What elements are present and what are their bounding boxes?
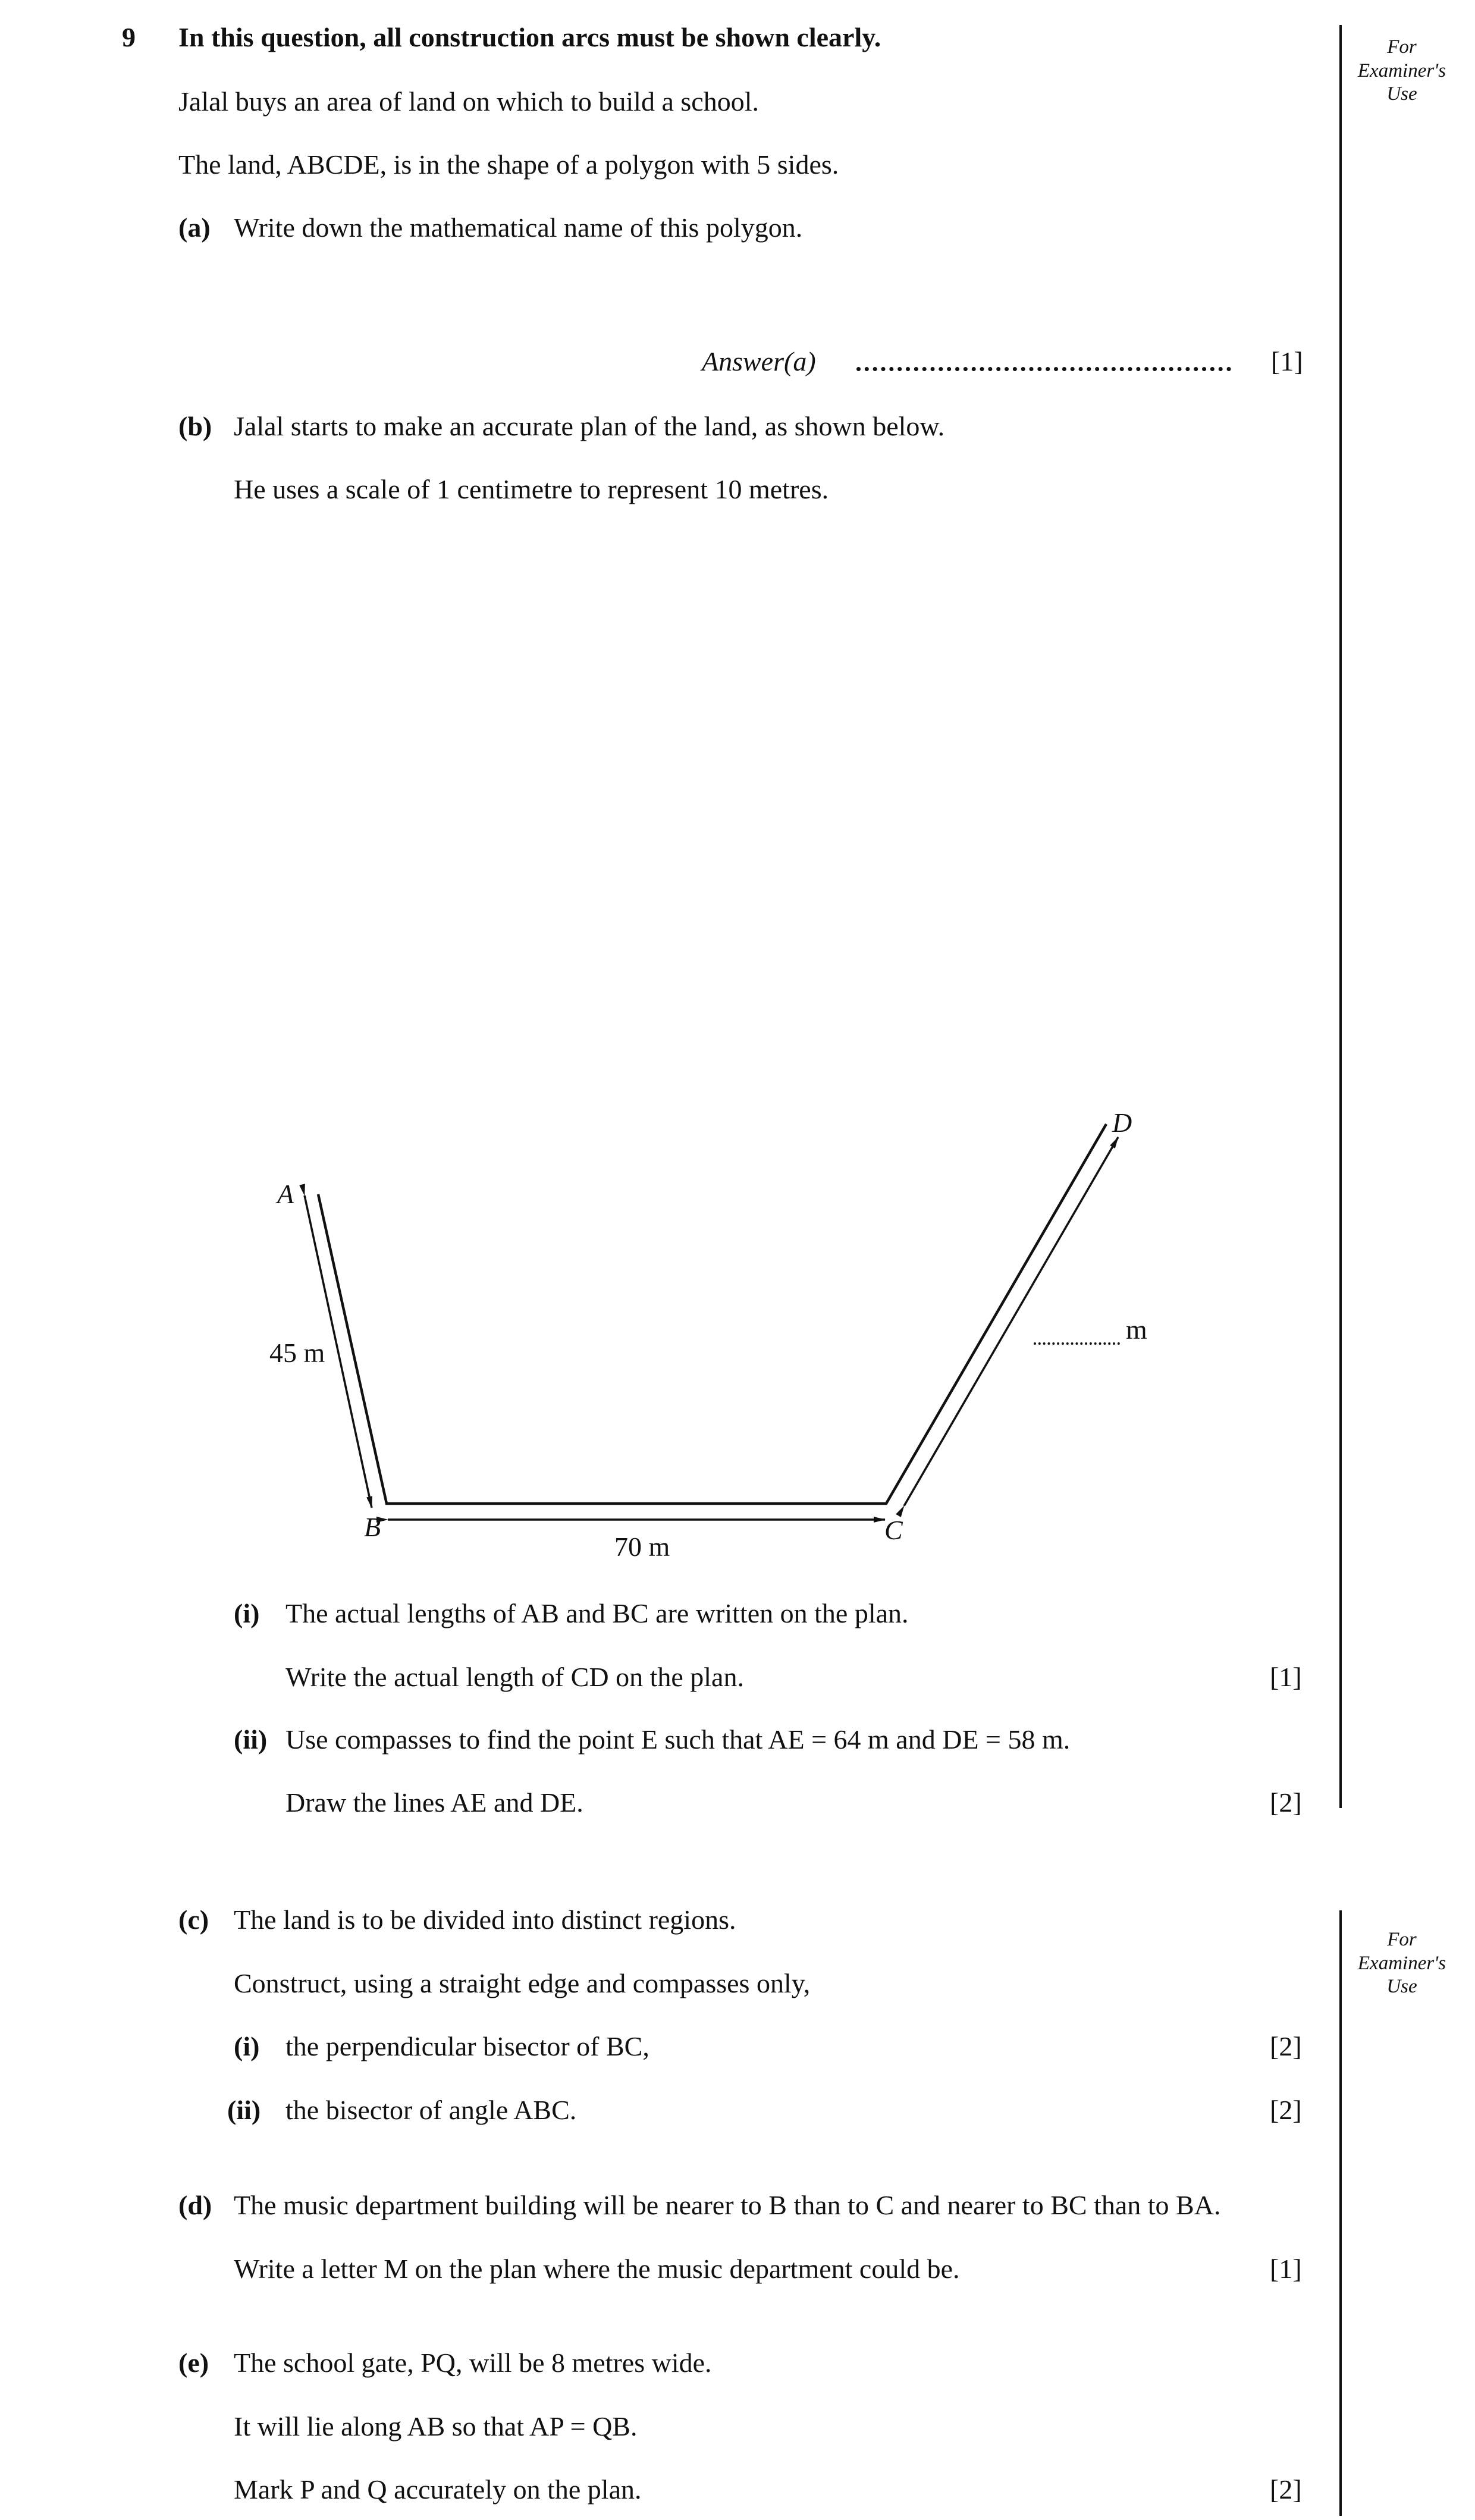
part-a-label: (a) [178,212,211,243]
part-c-text-2: Construct, using a straight edge and compasses only, [234,1968,811,1998]
part-b-ii-label: (ii) [234,1724,268,1755]
plan-bc-length: 70 m [614,1532,670,1562]
part-e-label: (e) [178,2348,209,2378]
cd-dimension-arrow [904,1137,1118,1506]
part-c-i-marks: [2] [1270,2031,1302,2061]
part-b-text-1: Jalal starts to make an accurate plan of the land, as shown below. [234,411,945,441]
plan-label-b: B [364,1512,381,1542]
examiners-use-line-2: Examiner's [1357,59,1446,81]
question-number: 9 [122,22,136,52]
plan-label-c: C [884,1515,903,1545]
part-e-text-1: The school gate, PQ, will be 8 metres wide. [234,2348,712,2378]
part-c-ii-marks: [2] [1270,2095,1302,2125]
question-instruction: In this question, all construction arcs must be shown clearly. [178,22,881,52]
part-e-marks: [2] [1270,2474,1302,2505]
examiners-use-line-3: Use [1386,83,1417,105]
part-c-ii-text: the bisector of angle ABC. [285,2095,577,2125]
part-d-marks: [1] [1270,2254,1302,2284]
part-b-ii-marks: [2] [1270,1787,1302,1818]
margin-rule-bottom [1339,1910,1342,2516]
part-c-i-text: the perpendicular bisector of BC, [285,2031,649,2061]
part-c-i-label: (i) [234,2031,260,2061]
examiners-use-line-1: For [1387,1929,1417,1950]
examiners-use-line-2: Examiner's [1357,1952,1446,1974]
part-c-ii-label: (ii) [227,2095,261,2125]
part-a-text: Write down the mathematical name of this polygon. [234,212,803,243]
examiners-use-line-3: Use [1386,1976,1417,1998]
plan-label-a: A [277,1179,294,1209]
part-e-text-2: It will lie along AB so that AP = QB. [234,2411,638,2441]
part-a-marks: [1] [1271,346,1303,376]
examiners-use-box-2 [1345,1928,1458,1999]
part-b-i-label: (i) [234,1598,260,1628]
plan-label-d: D [1112,1107,1132,1138]
plan-cd-unit: m [1126,1314,1147,1345]
part-e-text-3: Mark P and Q accurately on the plan. [234,2474,642,2505]
part-c-label: (c) [178,1904,209,1935]
examiners-use-line-1: For [1387,36,1417,58]
intro-text-1: Jalal buys an area of land on which to build a school. [178,86,759,117]
part-b-ii-text-2: Draw the lines AE and DE. [285,1787,583,1818]
part-b-ii-text-1: Use compasses to find the point E such that AE = 64 m and DE = 58 m. [285,1724,1071,1755]
part-b-label: (b) [178,411,212,441]
part-d-text-1: The music department building will be nearer to B than to C and nearer to BC than to BA. [234,2190,1221,2220]
part-b-i-text-1: The actual lengths of AB and BC are written on the plan. [285,1598,909,1628]
part-b-i-text-2: Write the actual length of CD on the plan. [285,1662,744,1692]
part-b-text-2: He uses a scale of 1 centimetre to represent 10 metres. [234,474,829,504]
land-boundary-line [318,1124,1106,1504]
intro-text-2: The land, ABCDE, is in the shape of a polygon with 5 sides. [178,149,839,180]
part-d-text-2: Write a letter M on the plan where the music department could be. [234,2254,960,2284]
part-b-i-marks: [1] [1270,1662,1302,1692]
part-c-text-1: The land is to be divided into distinct regions. [234,1904,736,1935]
plan-ab-length: 45 m [269,1338,325,1368]
part-a-answer-label: Answer(a) [702,346,816,376]
plan-cd-answer-line[interactable] [1034,1342,1120,1345]
part-d-label: (d) [178,2190,212,2220]
